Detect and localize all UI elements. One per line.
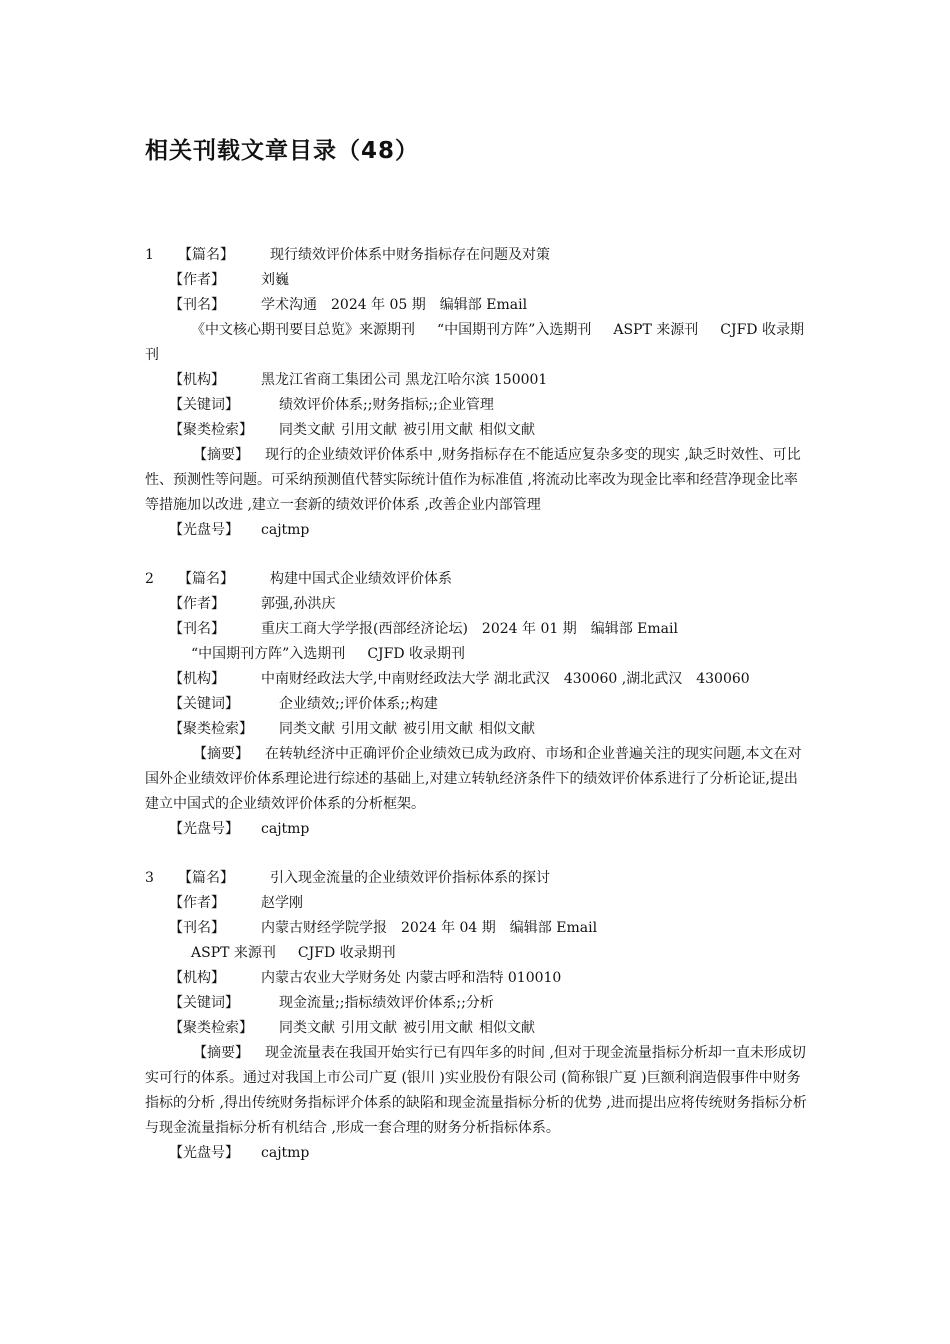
related-docs-link[interactable]: 相似文献 xyxy=(479,721,535,737)
title-label: 【篇名】 xyxy=(178,571,234,587)
journal-label: 【刊名】 xyxy=(169,297,225,313)
journal-value[interactable]: 重庆工商大学学报(西部经济论坛) 2024 年 01 期 编辑部 Email xyxy=(261,621,678,637)
journal-tag: CJFD 收录期刊 xyxy=(297,945,396,961)
org-row xyxy=(145,667,810,692)
author-value[interactable]: 郭强,孙洪庆 xyxy=(261,596,336,612)
journal-label: 【刊名】 xyxy=(169,621,225,637)
citing-docs-link[interactable]: 被引用文献 xyxy=(403,1020,473,1036)
cited-docs-link[interactable]: 引用文献 xyxy=(341,721,397,737)
similar-docs-link[interactable]: 同类文献 xyxy=(279,422,335,438)
disc-label: 【光盘号】 xyxy=(169,1145,239,1161)
author-row xyxy=(145,891,810,916)
keywords-row xyxy=(145,393,810,418)
cluster-label: 【聚类检索】 xyxy=(169,422,253,438)
related-docs-link[interactable]: 相似文献 xyxy=(479,422,535,438)
disc-value: cajtmp xyxy=(261,522,310,538)
keywords-value[interactable]: 现金流量;;指标绩效评价体系;;分析 xyxy=(279,995,494,1011)
journal-tags xyxy=(145,318,810,368)
org-label: 【机构】 xyxy=(169,372,225,388)
org-label: 【机构】 xyxy=(169,671,225,687)
cluster-label: 【聚类检索】 xyxy=(169,721,253,737)
article-title[interactable]: 现行绩效评价体系中财务指标存在问题及对策 xyxy=(270,247,550,263)
org-value: 内蒙古农业大学财务处 内蒙古呼和浩特 010010 xyxy=(261,970,562,986)
journal-tag: CJFD 收录期刊 xyxy=(367,646,466,662)
citing-docs-link[interactable]: 被引用文献 xyxy=(403,721,473,737)
disc-value: cajtmp xyxy=(261,1145,310,1161)
org-value: 黑龙江省商工集团公司 黑龙江哈尔滨 150001 xyxy=(261,372,548,388)
author-label: 【作者】 xyxy=(169,596,225,612)
cited-docs-link[interactable]: 引用文献 xyxy=(341,1020,397,1036)
similar-docs-link[interactable]: 同类文献 xyxy=(279,1020,335,1036)
disc-row xyxy=(145,1141,810,1166)
article-entry-1 xyxy=(145,243,810,543)
citing-docs-link[interactable]: 被引用文献 xyxy=(403,422,473,438)
abstract-label: 【摘要】 xyxy=(193,1045,249,1061)
journal-value[interactable]: 学术沟通 2024 年 05 期 编辑部 Email xyxy=(261,297,528,313)
abstract-text: 现行的企业绩效评价体系中 ,财务指标存在不能适应复杂多变的现实 ,缺乏时效性、可比性、预测性等问题。可采纳预测值代替实际统计值作为标准值 ,将流动比率改为现金比率和经营净现金比率等措施加以改进 ,建立一套新的绩效评价体系 ,改善企业内部管理 xyxy=(145,447,801,513)
title-label: 【篇名】 xyxy=(178,247,234,263)
cluster-row xyxy=(145,717,810,742)
author-value[interactable]: 刘巍 xyxy=(261,272,289,288)
abstract xyxy=(145,443,810,518)
cluster-row xyxy=(145,418,810,443)
article-number: 1 xyxy=(145,247,154,263)
org-row xyxy=(145,368,810,393)
abstract xyxy=(145,1041,810,1141)
abstract-label: 【摘要】 xyxy=(193,746,249,762)
disc-row xyxy=(145,518,810,543)
article-entry-2 xyxy=(145,567,810,842)
article-entry-3 xyxy=(145,866,810,1166)
cluster-row xyxy=(145,1016,810,1041)
journal-row xyxy=(145,293,810,318)
related-docs-link[interactable]: 相似文献 xyxy=(479,1020,535,1036)
article-title[interactable]: 引入现金流量的企业绩效评价指标体系的探讨 xyxy=(270,870,550,886)
keywords-row xyxy=(145,991,810,1016)
disc-row xyxy=(145,817,810,842)
author-value[interactable]: 赵学刚 xyxy=(261,895,303,911)
journal-tags xyxy=(145,941,810,966)
journal-tag: ASPT 来源刊 xyxy=(191,945,276,961)
keywords-row xyxy=(145,692,810,717)
journal-tag: CJFD 收录期刊 xyxy=(145,322,804,363)
org-label: 【机构】 xyxy=(169,970,225,986)
abstract xyxy=(145,742,810,817)
org-value: 中南财经政法大学,中南财经政法大学 湖北武汉 430060 ,湖北武汉 430060 xyxy=(261,671,750,687)
journal-value[interactable]: 内蒙古财经学院学报 2024 年 04 期 编辑部 Email xyxy=(261,920,598,936)
journal-tag: 《中文核心期刊要目总览》来源期刊 xyxy=(191,322,415,338)
disc-label: 【光盘号】 xyxy=(169,821,239,837)
article-title-row xyxy=(145,567,810,592)
author-row xyxy=(145,268,810,293)
disc-label: 【光盘号】 xyxy=(169,522,239,538)
org-row xyxy=(145,966,810,991)
article-number: 2 xyxy=(145,571,154,587)
author-label: 【作者】 xyxy=(169,272,225,288)
abstract-text: 在转轨经济中正确评价企业绩效已成为政府、市场和企业普遍关注的现实问题,本文在对国外企业绩效评价体系理论进行综述的基础上,对建立转轨经济条件下的绩效评价体系进行了分析论证,提出建立中国式的企业绩效评价体系的分析框架。 xyxy=(145,746,802,812)
title-label: 【篇名】 xyxy=(178,870,234,886)
journal-tag: “中国期刊方阵”入选期刊 xyxy=(437,322,592,338)
keywords-value[interactable]: 企业绩效;;评价体系;;构建 xyxy=(279,696,438,712)
author-row xyxy=(145,592,810,617)
article-title[interactable]: 构建中国式企业绩效评价体系 xyxy=(270,571,452,587)
journal-tag: “中国期刊方阵”入选期刊 xyxy=(191,646,346,662)
cited-docs-link[interactable]: 引用文献 xyxy=(341,422,397,438)
abstract-label: 【摘要】 xyxy=(193,447,249,463)
author-label: 【作者】 xyxy=(169,895,225,911)
page-title: 相关刊载文章目录（48） xyxy=(145,138,420,164)
journal-row xyxy=(145,916,810,941)
cluster-label: 【聚类检索】 xyxy=(169,1020,253,1036)
journal-row xyxy=(145,617,810,642)
article-title-row xyxy=(145,866,810,891)
article-title-row xyxy=(145,243,810,268)
similar-docs-link[interactable]: 同类文献 xyxy=(279,721,335,737)
keywords-value[interactable]: 绩效评价体系;;财务指标;;企业管理 xyxy=(279,397,494,413)
journal-label: 【刊名】 xyxy=(169,920,225,936)
keywords-label: 【关键词】 xyxy=(169,995,239,1011)
keywords-label: 【关键词】 xyxy=(169,696,239,712)
journal-tag: ASPT 来源刊 xyxy=(613,322,699,338)
disc-value: cajtmp xyxy=(261,821,310,837)
abstract-text: 现金流量表在我国开始实行已有四年多的时间 ,但对于现金流量指标分析却一直未形成切实可行的体系。通过对我国上市公司广夏 (银川 )实业股份有限公司 (简称银广夏 )巨额利润造假事件中财务指标的分析 ,得出传统财务指标评介体系的缺陷和现金流量指标分析的优势 ,进而提出应将传统财务指标分析与现金流量指标分析有机结合 ,形成一套合理的财务分析指标体系。 xyxy=(145,1045,807,1136)
article-number: 3 xyxy=(145,870,154,886)
journal-tags xyxy=(145,642,810,667)
keywords-label: 【关键词】 xyxy=(169,397,239,413)
